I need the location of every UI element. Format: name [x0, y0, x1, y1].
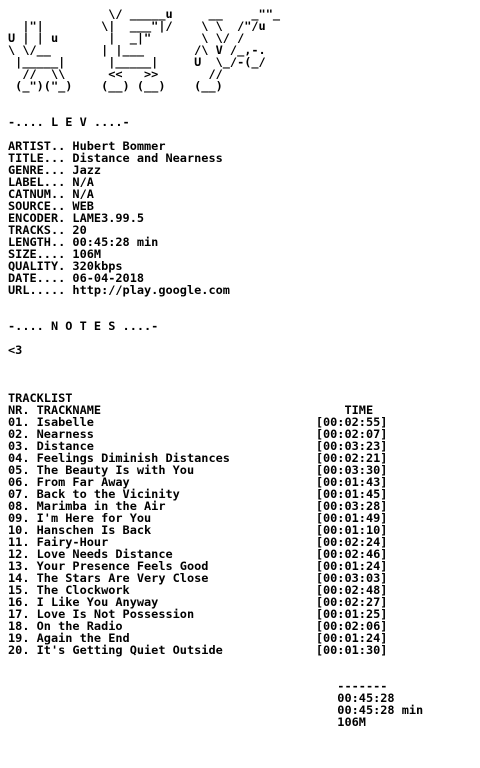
track-row: 20. It's Getting Quiet Outside [00:01:30]: [8, 643, 388, 657]
tracklist-header-row: NR. TRACKNAME TIME: [8, 403, 374, 417]
blank-line: [8, 332, 423, 344]
track-row: 08. Marimba in the Air [00:03:28]: [8, 499, 388, 513]
info-catnum: CATNUM.. N/A: [8, 187, 94, 201]
blank-line: [8, 368, 423, 380]
ascii-art-line: U | | u | _|" \ \/ /: [8, 31, 245, 45]
track-row: 19. Again the End [00:01:24]: [8, 631, 388, 645]
info-url: URL..... http://play.google.com: [8, 283, 230, 297]
track-row: 07. Back to the Vicinity [00:01:45]: [8, 487, 388, 501]
notes-text: <3: [8, 343, 23, 357]
info-date: DATE.... 06-04-2018: [8, 271, 145, 285]
track-row: 16. I Like You Anyway [00:02:27]: [8, 595, 388, 609]
info-source: SOURCE.. WEB: [8, 199, 94, 213]
track-row: 17. Love Is Not Possession [00:01:25]: [8, 607, 388, 621]
nfo-document: [8, 8, 423, 728]
track-row: 02. Nearness [00:02:07]: [8, 427, 388, 441]
track-row: 04. Feelings Diminish Distances [00:02:21]: [8, 451, 388, 465]
track-row: 11. Fairy-Hour [00:02:24]: [8, 535, 388, 549]
track-row: 03. Distance [00:03:23]: [8, 439, 388, 453]
track-row: 06. From Far Away [00:01:43]: [8, 475, 388, 489]
tracklist-title: TRACKLIST: [8, 391, 73, 405]
track-row: 01. Isabelle [00:02:55]: [8, 415, 388, 429]
ascii-art-line: (_")("_) (__) (__) (__): [8, 79, 223, 93]
track-row: 09. I'm Here for You [00:01:49]: [8, 511, 388, 525]
blank-line: [8, 356, 423, 368]
blank-line: [8, 296, 423, 308]
info-genre: GENRE... Jazz: [8, 163, 102, 177]
total-length: 00:45:28 min: [8, 703, 424, 717]
track-row: 15. The Clockwork [00:02:48]: [8, 583, 388, 597]
total-size: 106M: [8, 715, 366, 729]
notes-header: -.... N O T E S ....-: [8, 319, 159, 333]
info-label: LABEL... N/A: [8, 175, 94, 189]
total-separator: -------: [8, 679, 388, 693]
track-row: 05. The Beauty Is with You [00:03:30]: [8, 463, 388, 477]
info-tracks: TRACKS.. 20: [8, 223, 87, 237]
info-length: LENGTH.. 00:45:28 min: [8, 235, 159, 249]
info-encoder: ENCODER. LAME3.99.5: [8, 211, 145, 225]
ascii-art-line: |_____| |_____| U \_/-(_/: [8, 55, 266, 69]
total-time: 00:45:28: [8, 691, 395, 705]
ascii-art-line: \/ _____u __ _""_: [8, 7, 281, 21]
info-artist: ARTIST.. Hubert Bommer: [8, 139, 166, 153]
track-row: 10. Hanschen Is Back [00:01:10]: [8, 523, 388, 537]
info-title: TITLE... Distance and Nearness: [8, 151, 223, 165]
track-row: 13. Your Presence Feels Good [00:01:24]: [8, 559, 388, 573]
blank-line: [8, 92, 423, 104]
ascii-art-line: // \\ << >> //: [8, 67, 223, 81]
blank-line: [8, 656, 423, 668]
info-size: SIZE.... 106M: [8, 247, 102, 261]
track-row: 12. Love Needs Distance [00:02:46]: [8, 547, 388, 561]
track-row: 14. The Stars Are Very Close [00:03:03]: [8, 571, 388, 585]
ascii-art-line: |"| \| ___"|/ \ \ /"/u: [8, 19, 266, 33]
track-row: 18. On the Radio [00:02:06]: [8, 619, 388, 633]
info-quality: QUALITY. 320kbps: [8, 259, 123, 273]
group-header: -.... L E V ....-: [8, 115, 130, 129]
ascii-art-line: \ \/__ | |___ /\ V /_,-.: [8, 43, 266, 57]
